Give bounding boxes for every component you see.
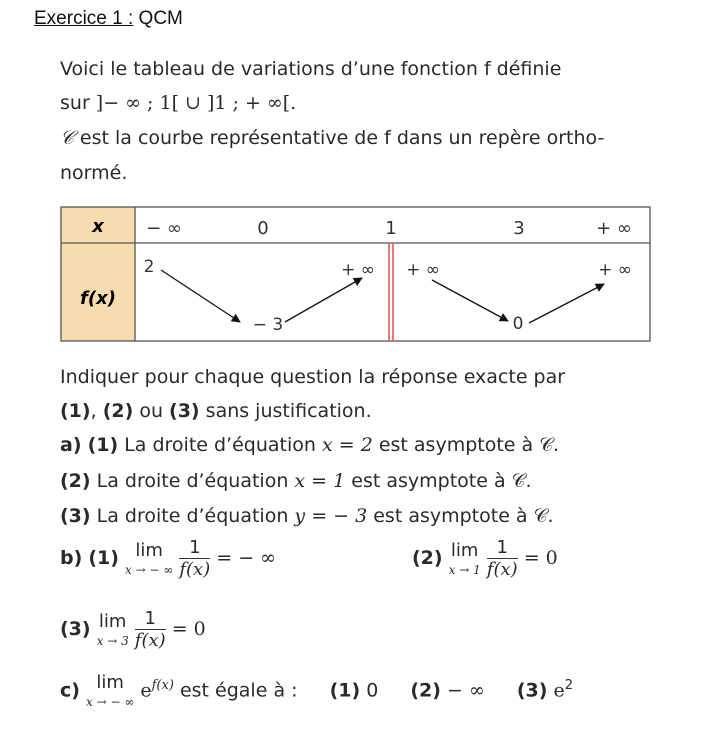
fraction: $\frac{1}{f(x)}$ [179, 537, 211, 580]
exercise-title: Exercice 1 : QCM [34, 8, 183, 29]
table-x-label: x [92, 216, 104, 237]
table-f-label: f(x) [80, 288, 116, 309]
limit: lim x → 1 [448, 539, 481, 577]
variation-value: 2 [143, 257, 155, 277]
question-b-option-1: b) (1) lim x → − ∞ $\frac{1}{f(x)}$ = − ∞ [60, 537, 277, 580]
arrow-increasing [529, 284, 604, 323]
x-value: 3 [513, 218, 525, 239]
question-b-option-3: (3) lim x → 3 $\frac{1}{f(x)}$ = 0 [60, 608, 206, 651]
variation-value: + ∞ [406, 260, 440, 280]
limit: lim x → 3 [96, 610, 129, 648]
exp-exponent: f(x) [151, 678, 174, 694]
question-a-option-1: a) (1) La droite d’équation x = 2 est asymptote à 𝒞. [60, 434, 560, 456]
arrow-increasing [285, 278, 362, 322]
x-value: − ∞ [146, 218, 182, 239]
variation-value: 0 [512, 314, 524, 334]
intro-line-1: Voici le tableau de variations d’une fonction f définie [60, 58, 562, 80]
intro-line-3: 𝒞 est la courbe représentative de f dans un repère ortho- [60, 127, 605, 149]
intro-line-2: sur ]− ∞ ; 1[ ∪ ]1 ; + ∞[. [60, 92, 297, 114]
fraction: $\frac{1}{f(x)}$ [134, 608, 166, 651]
question-a-option-3: (3) La droite d’équation y = − 3 est asymptote à 𝒞. [60, 505, 554, 527]
variation-value: + ∞ [598, 260, 632, 280]
limit: lim x → − ∞ [124, 539, 174, 577]
x-value: + ∞ [596, 218, 632, 239]
variation-table [0, 0, 712, 360]
fraction: $\frac{1}{f(x)}$ [486, 537, 518, 580]
variation-value: + ∞ [341, 260, 375, 280]
instructions-line-2: (1), (2) ou (3) sans justification. [60, 400, 372, 422]
question-b-option-2: (2) lim x → 1 $\frac{1}{f(x)}$ = 0 [412, 537, 558, 580]
arrow-decreasing [161, 270, 240, 322]
limit: lim x → − ∞ [86, 672, 135, 709]
x-value: 1 [385, 218, 397, 239]
instructions-line-1: Indiquer pour chaque question la réponse exacte par [60, 366, 566, 388]
arrow-decreasing [432, 280, 508, 321]
x-value: 0 [257, 218, 269, 239]
variation-value: − 3 [252, 315, 284, 335]
question-a-option-2: (2) La droite d’équation x = 1 est asymptote à 𝒞. [60, 470, 532, 492]
question-c: c) lim x → − ∞ $e^{f(x)}$ est égale à : (1) 0 (2) − ∞ (3) $e^2$ [60, 672, 573, 709]
exp-base: e [140, 679, 152, 702]
intro-line-4: normé. [60, 162, 128, 184]
